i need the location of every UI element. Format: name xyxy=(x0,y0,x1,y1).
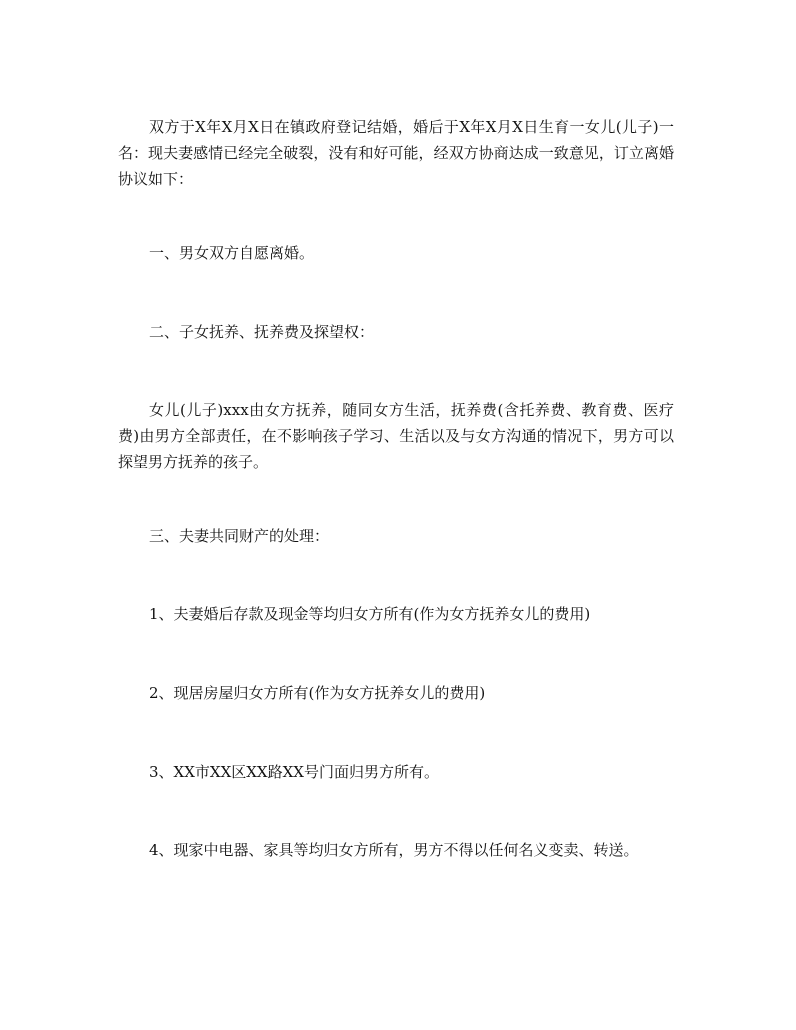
property-item-3: 3、XX市XX区XX路XX号门面归男方所有。 xyxy=(149,763,439,781)
clause-2-heading: 二、子女抚养、抚养费及探望权： xyxy=(149,323,375,341)
property-item-4: 4、现家中电器、家具等均归女方所有，男方不得以任何名义变卖、转送。 xyxy=(149,841,639,859)
intro-paragraph: 双方于X年X月X日在镇政府登记结婚，婚后于X年X月X日生育一女儿(儿子)一名：现夫妻感情已经完全破裂，没有和好可能，经双方协商达成一致意见，订立离婚协议如下： xyxy=(118,118,674,188)
property-item-1: 1、夫妻婚后存款及现金等均归女方所有(作为女方抚养女儿的费用) xyxy=(149,605,591,623)
clause-3-heading: 三、夫妻共同财产的处理： xyxy=(149,527,330,545)
clause-1-heading: 一、男女双方自愿离婚。 xyxy=(149,244,315,262)
property-item-2: 2、现居房屋归女方所有(作为女方抚养女儿的费用) xyxy=(149,684,486,702)
child-custody-paragraph: 女儿(儿子)xxx由女方抚养，随同女方生活，抚养费(含托养费、教育费、医疗费)由男方全部责任，在不影响孩子学习、生活以及与女方沟通的情况下，男方可以探望男方抚养的孩子。 xyxy=(118,401,674,471)
